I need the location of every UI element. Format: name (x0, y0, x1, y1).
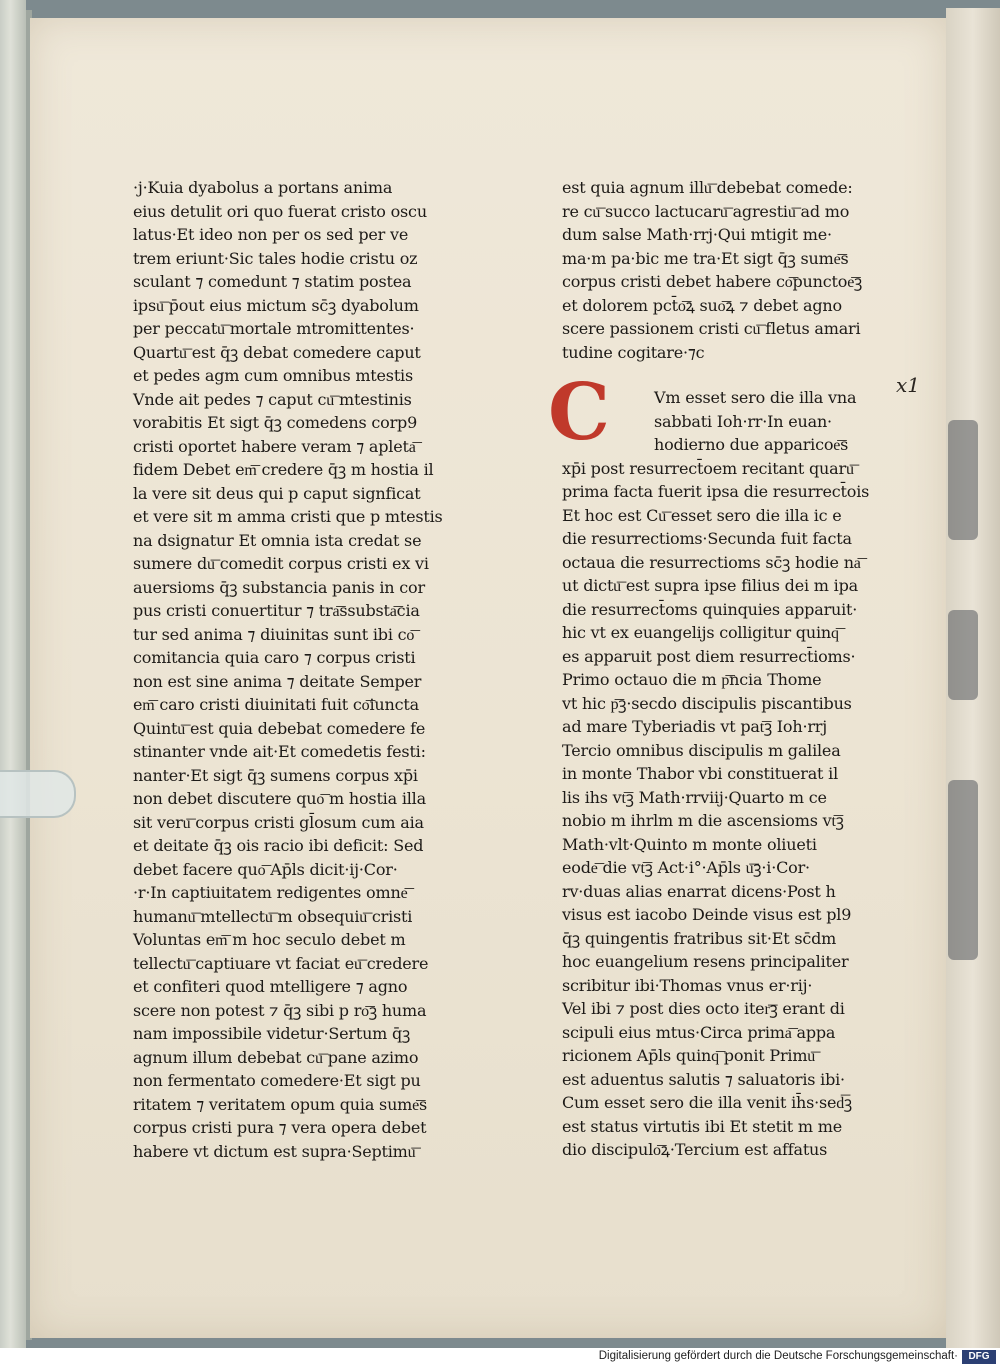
text-line: Vm esset sero die illa vna (654, 388, 857, 407)
text-line: non debet discutere quo͞ m hostia illa (133, 789, 426, 808)
paragraph-gap (562, 364, 872, 386)
text-line: em͞ caro cristi diuinitati fuit co͞iuncta (133, 695, 419, 714)
text-line: est status virtutis ibi Et stetit m me (562, 1116, 843, 1136)
text-line: scere passionem cristi cu͞ fletus amari (562, 319, 861, 338)
text-line: na dsignatur Et omnia ista credat se (133, 530, 422, 550)
footer-bar (0, 1348, 1000, 1367)
text-line: ricionem Ap̄ls quinq͞ ponit Primu͞ (562, 1046, 816, 1065)
text-line: Math·vlt·Quinto m monte oliueti (562, 834, 817, 854)
text-line: nanter·Et sigt q̄ꝫ sumens corpus xp̄i (133, 765, 418, 785)
text-line: est quia agnum illu͞ debebat comede: (562, 178, 853, 197)
text-line: hic vt ex euangelijs colligitur quinq͞ (562, 623, 839, 642)
text-line: non fermentato comedere·Et sigt pu (133, 1071, 421, 1090)
text-line: comitancia quia caro ⁊ corpus cristi (133, 648, 416, 667)
text-line: scipuli eius mtus·Circa prima͞ appa (562, 1022, 836, 1042)
text-line: humanu͞ mtellectu͞ m obsequiu͞ cristi (133, 906, 413, 926)
text-line: scribitur ibi·Thomas vnus er·rij· (562, 975, 813, 995)
binding-shadow (948, 420, 978, 540)
text-line: et pedes agm cum omnibus mtestis (133, 366, 413, 385)
text-line: ipsu͞ p̄out eius mictum sc̄ꝫ dyabolum (133, 295, 419, 315)
text-line: dio discipulo͞ꝝ·Tercium est affatus (562, 1140, 828, 1159)
text-line: q̄ꝫ quingentis fratribus sit·Et sc̄dm (562, 928, 837, 948)
text-line: tudine cogitare·⁊c (562, 342, 705, 362)
text-line: fidem Debet em͞ credere q̄ꝫ m hostia il (133, 460, 434, 479)
text-line: sumere du͞ comedit corpus cristi ex vi (133, 554, 429, 573)
text-line: sit veru͞ corpus cristi gl̄osum cum aia (133, 812, 424, 832)
text-line: pus cristi conuertitur ⁊ tra͞ssubsta͞cia (133, 601, 420, 620)
text-line: hodierno due apparicoe͞s (654, 435, 849, 454)
text-line: octaua die resurrectioms sc̄ꝫ hodie na͞ (562, 552, 861, 572)
dfg-logo: DFG (962, 1350, 996, 1364)
decorated-initial: C (548, 367, 611, 458)
margin-annotation: x1 (896, 373, 921, 397)
text-line: rv·duas alias enarrat dicens·Post h (562, 881, 836, 901)
text-line: eius detulit ori quo fuerat cristo oscu (133, 201, 427, 221)
text-line: hoc euangelium resens principaliter (562, 952, 849, 971)
text-line: tellectu͞ captiuare vt faciat eu͞ credere (133, 953, 429, 973)
binding-shadow (948, 780, 978, 960)
text-line: auersioms q̄ꝫ substancia panis in cor (133, 577, 425, 597)
text-line: ·r·In captiuitatem redigentes omne͞ (133, 883, 408, 902)
text-line: corpus cristi debet habere co͞punctoe͞ꝫ (562, 272, 863, 291)
text-line: la vere sit deus qui p caput signficat (133, 483, 421, 503)
left-text-column (133, 176, 463, 1163)
paper-clip-icon (0, 770, 76, 818)
text-line: die resurrectioms·Secunda fuit facta (562, 529, 852, 548)
binding-shadow (948, 610, 978, 700)
text-line: non est sine anima ⁊ deitate Semper (133, 671, 422, 691)
text-line: nobio m ihrlm m die ascensioms vt͞ꝫ (562, 811, 844, 830)
text-line: ma·m pa·bic me tra·Et sigt q̄ꝫ sume͞s (562, 248, 849, 268)
text-line: Voluntas em͞ m hoc seculo debet m (133, 930, 406, 949)
text-line: ut dictu͞ est supra ipse filius dei m ipa (562, 576, 858, 595)
text-line: Tercio omnibus discipulis m galilea (562, 740, 841, 760)
text-line: Cum esset sero die illa venit ih̄s·sed͞ꝫ (562, 1093, 853, 1112)
text-line: est aduentus salutis ⁊ saluatoris ibi· (562, 1069, 845, 1089)
text-line: et vere sit m amma cristi que p mtestis (133, 507, 443, 526)
text-line: tur sed anima ⁊ diuinitas sunt ibi co͞ (133, 624, 415, 644)
text-line: vt hic p͞ꝫ·secdo discipulis piscantibus (562, 693, 852, 713)
text-line: corpus cristi pura ⁊ vera opera debet (133, 1118, 427, 1137)
text-line: visus est iacobo Deinde visus est pl9 (562, 905, 852, 924)
text-line: xp̄i post resurrect̄oem recitant quaru͞ (562, 458, 854, 478)
text-line: re cu͞ succo lactucaru͞ agrestiu͞ ad mo (562, 201, 850, 221)
text-line: eode͞ die vt͞ꝫ Act·i°·Ap̄ls u͞ꝫ·i·Cor· (562, 858, 810, 877)
text-line: dum salse Math·rrj·Qui mtigit me· (562, 225, 832, 244)
text-line: debet facere quo͞ Ap̄ls dicit·ij·Cor· (133, 859, 398, 879)
text-line: sabbati Ioh·rr·In euan· (654, 411, 832, 431)
text-line: lis ihs vt͞ꝫ Math·rrviij·Quarto m ce (562, 787, 827, 807)
text-line: latus·Et ideo non per os sed per ve (133, 225, 409, 244)
text-line: per peccatu͞ mortale mtromittentes· (133, 319, 415, 338)
text-line: Quartu͞ est q̄ꝫ debat comedere caput (133, 342, 421, 362)
text-line: vorabitis Et sigt q̄ꝫ comedens corp9 (133, 413, 418, 432)
left-page-edge (0, 0, 26, 1348)
text-line: et deitate q̄ꝫ ois racio ibi deficit: Sed (133, 836, 424, 855)
text-line: Et hoc est Cu͞ esset sero die illa ic e (562, 505, 842, 525)
text-line: agnum illum debebat cu͞ pane azimo (133, 1047, 419, 1067)
text-line: Quintu͞ est quia debebat comedere fe (133, 718, 426, 738)
text-line: stinanter vnde ait·Et comedetis festi: (133, 742, 426, 761)
text-line: prima facta fuerit ipsa die resurrect̄ois (562, 482, 870, 501)
text-line: nam impossibile videtur·Sertum q̄ꝫ (133, 1024, 411, 1043)
text-line: ritatem ⁊ veritatem opum quia sume͞s (133, 1094, 428, 1114)
text-line: in monte Thabor vbi constituerat il (562, 764, 839, 783)
text-line: et confiteri quod mtelligere ⁊ agno (133, 977, 408, 996)
text-line: cristi oportet habere veram ⁊ apleta͞ (133, 436, 416, 456)
text-line: Primo octauo die m p͞ncia Thome (562, 670, 822, 689)
text-line: die resurrect̄oms quinquies apparuit· (562, 599, 858, 619)
text-line: es apparuit post diem resurrect̄ioms· (562, 646, 856, 666)
funding-credit: Digitalisierung gefördert durch die Deutsche Forschungsgemeinschaft· (598, 1350, 958, 1362)
text-line: Vnde ait pedes ⁊ caput cu͞ mtestinis (133, 389, 412, 409)
text-line: habere vt dictum est supra·Septimu͞ (133, 1141, 416, 1161)
right-text-column (562, 176, 872, 1162)
text-line: et dolorem pct̄o͞ꝝ suo͞ꝝ ⁊ debet agno (562, 295, 842, 315)
text-line: scere non potest ⁊ q̄ꝫ sibi p ro͞ꝫ huma (133, 1000, 427, 1020)
text-line: trem eriunt·Sic tales hodie cristu oz (133, 248, 418, 268)
text-line: ad mare Tyberiadis vt pat͞ꝫ Ioh·rrj (562, 717, 828, 736)
text-line: Vel ibi ⁊ post dies octo iter͞ꝫ erant di (562, 999, 845, 1018)
text-line: sculant ⁊ comedunt ⁊ statim postea (133, 272, 412, 291)
text-line: ·j·Kuia dyabolus a portans anima (133, 178, 393, 197)
